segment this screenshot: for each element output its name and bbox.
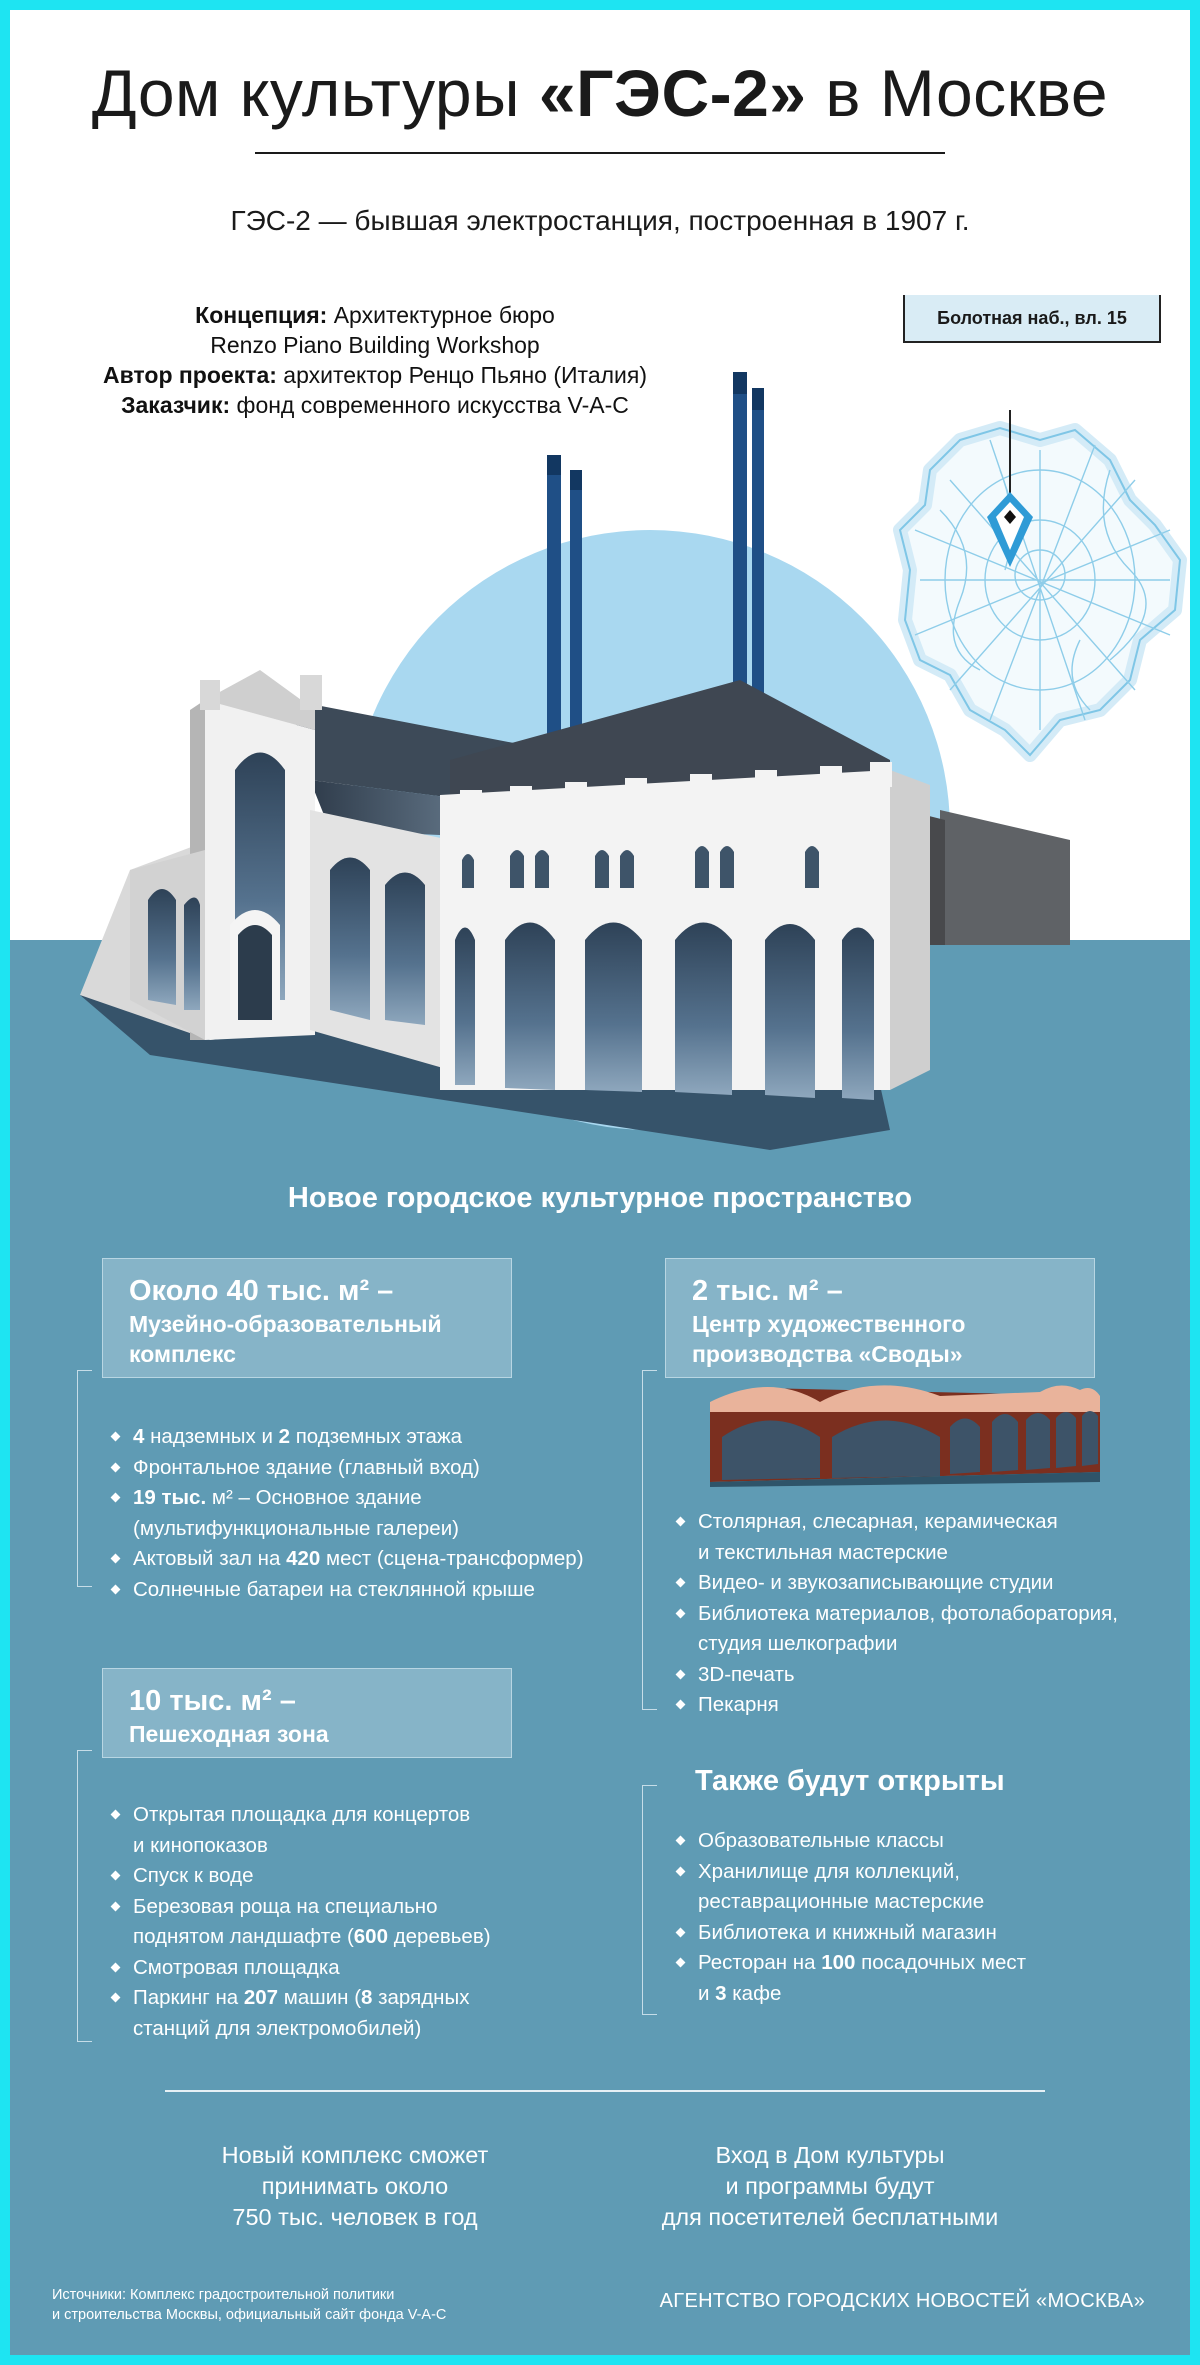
section-title: Новое городское культурное пространство [287,1182,913,1214]
list-item: 19 тыс. м² – Основное здание [110,1483,584,1514]
list-item: Ресторан на 100 посадочных мест [675,1948,1026,1979]
subtitle: ГЭС-2 — бывшая электростанция, построенная в 1907 г. [230,205,970,236]
list-item: Солнечные батареи на стеклянной крыше [110,1575,584,1606]
credit-customer: Заказчик: фонд современного искусства V-A-C [121,392,629,418]
also-title: Также будут открыты [695,1765,1005,1797]
also-list [675,1826,1026,2009]
pedestrian-title: Пешеходная зона [129,1721,329,1747]
building-illustration [10,360,1190,1160]
list-item: Смотровая площадка [110,1953,491,1984]
credit-author: Автор проекта: архитектор Ренцо Пьяно (Италия) [102,362,648,388]
list-item: Фронтальное здание (главный вход) [110,1453,584,1484]
list-item: (мультифункциональные галереи) [133,1516,459,1540]
museum-area: Около 40 тыс. м² – [129,1275,394,1307]
list-item: и текстильная мастерские [698,1540,948,1564]
title-divider [255,152,945,154]
list-item: 4 надземных и 2 подземных этажа [110,1422,584,1453]
list-item: Хранилище для коллекций, [675,1857,1026,1888]
list-item: студия шелкографии [698,1632,898,1655]
list-item: Образовательные классы [675,1826,1026,1857]
also-bracket [642,1785,643,2015]
list-item: Актовый зал на 420 мест (сцена-трансформер) [110,1544,584,1575]
list-item: Спуск к воде [110,1861,491,1892]
list-item: реставрационные мастерские [698,1890,985,1913]
agency-credit: АГЕНТСТВО ГОРОДСКИХ НОВОСТЕЙ «МОСКВА» [659,2290,1145,2312]
list-item: Открытая площадка для концертов [110,1800,491,1831]
list-item: станций для электромобилей) [133,2016,422,2040]
list-item: Видео- и звукозаписывающие студии [675,1568,1118,1599]
list-item: Библиотека и книжный магазин [675,1918,1026,1949]
museum-title-line2: комплекс [129,1341,236,1367]
list-item: и кинопоказов [133,1833,268,1857]
museum-title-line1: Музейно-образовательный [129,1311,442,1337]
address-label: Болотная наб., вл. 15 [903,295,1161,343]
pedestrian-card-header [102,1668,512,1758]
list-item: поднятом ландшафте (600 деревьев) [133,1925,491,1948]
vault-illustration [700,1382,1110,1487]
list-item: Столярная, слесарная, керамическая [675,1507,1118,1538]
workshop-list [675,1507,1118,1721]
workshop-bracket [642,1370,643,1710]
workshop-area: 2 тыс. м² – [692,1275,843,1307]
free-entry-note: Вход в Дом культуры и программы будут для посетителей бесплатными [661,2142,999,2230]
pedestrian-list [110,1800,491,2044]
list-item: 3D-печать [675,1660,1118,1691]
sources: Источники: Комплекс градостроительной политики и строительства Москвы, официальный сайт фонда V-A-C [52,2287,447,2323]
credit-bureau: Renzo Piano Building Workshop [210,332,540,358]
museum-bracket [77,1370,78,1587]
museum-card-header [102,1258,512,1378]
page-title: Дом культуры «ГЭС-2» в Москве [91,56,1109,130]
museum-list [110,1422,584,1605]
list-item: Березовая роща на специально [110,1892,491,1923]
pedestrian-bracket [77,1750,78,2042]
list-item: и 3 кафе [698,1981,782,2005]
workshop-title-line1: Центр художественного [692,1311,966,1337]
list-item: Пекарня [675,1690,1118,1721]
pedestrian-area: 10 тыс. м² – [129,1685,296,1717]
bottom-divider [165,2090,1045,2092]
list-item: Паркинг на 207 машин (8 зарядных [110,1983,491,2014]
credit-concept: Концепция: Архитектурное бюро [195,302,555,328]
workshop-title-line2: производства «Своды» [692,1341,963,1367]
visitors-note: Новый комплекс сможет принимать около 750 тыс. человек в год [221,2142,489,2230]
list-item: Библиотека материалов, фотолаборатория, [675,1599,1118,1630]
workshop-card-header [665,1258,1095,1378]
